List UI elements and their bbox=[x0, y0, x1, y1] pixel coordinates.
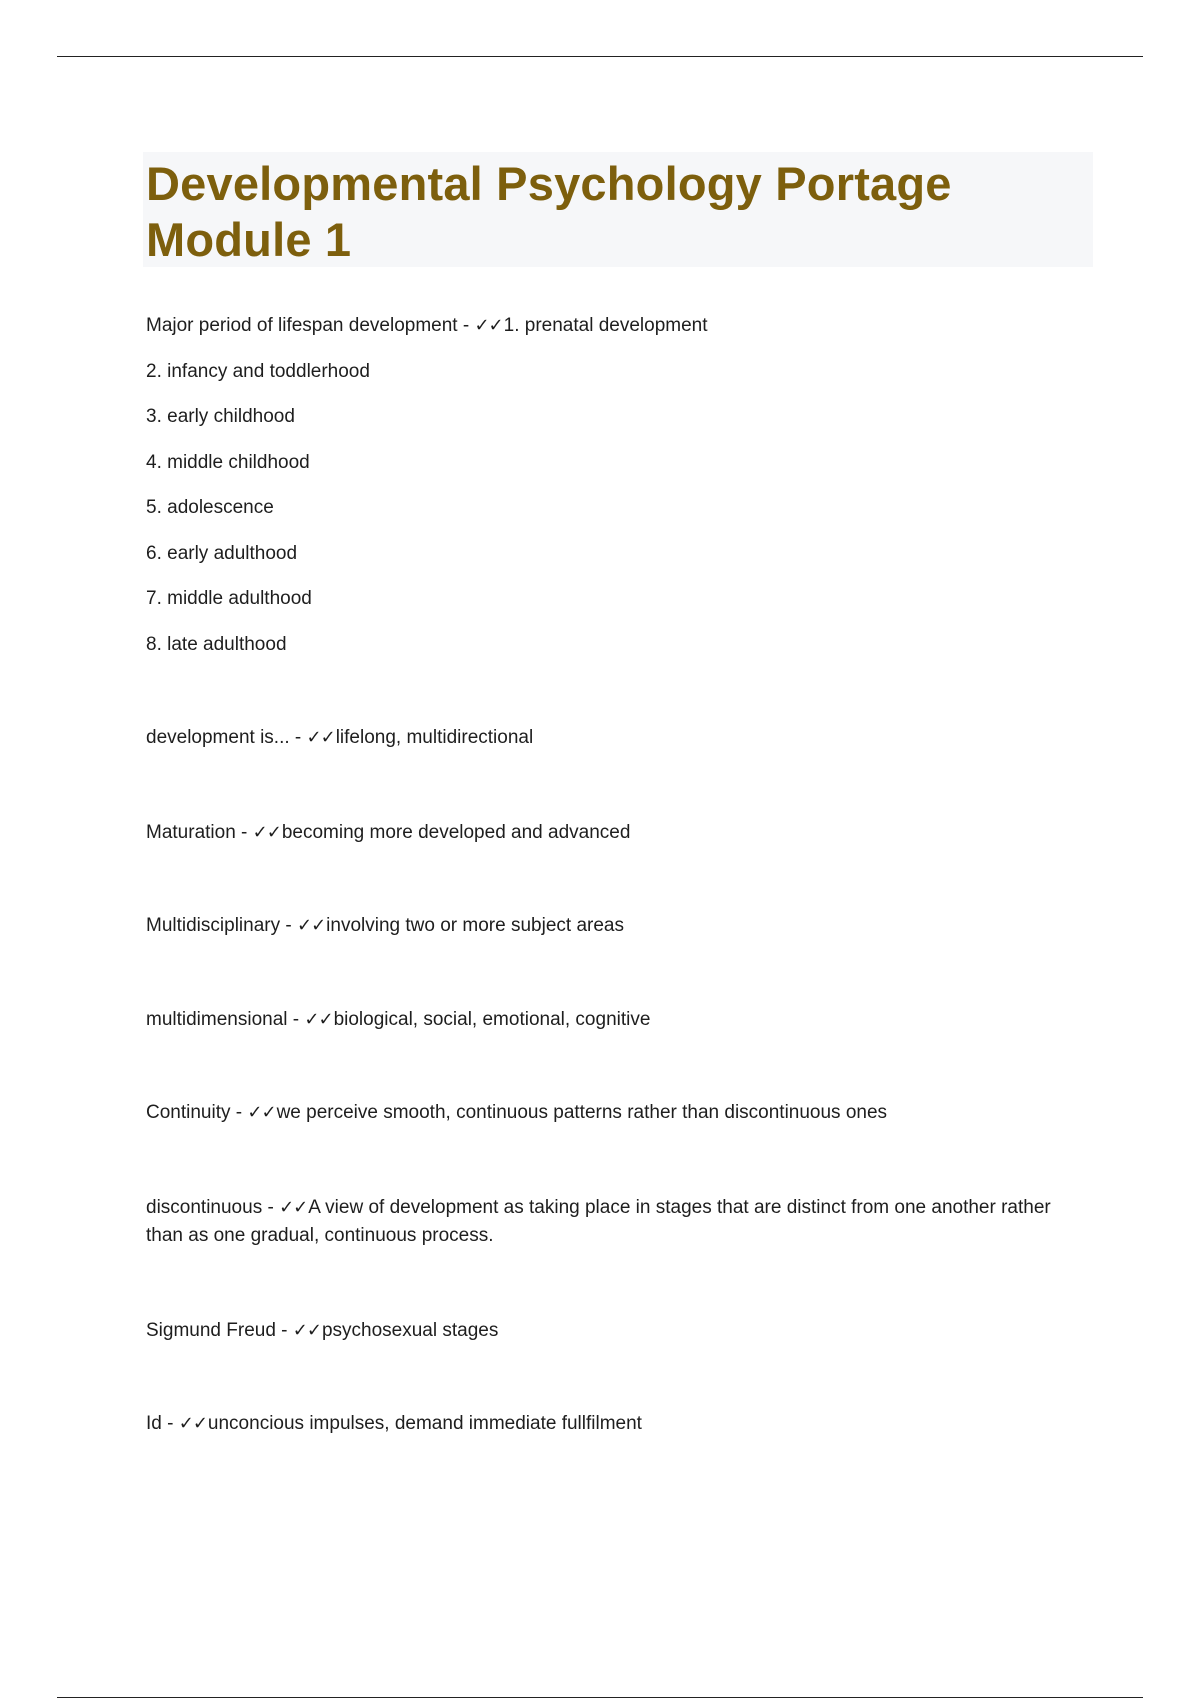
double-check-icon: ✓✓ bbox=[304, 1009, 333, 1030]
card-term: Multidisciplinary bbox=[146, 915, 281, 936]
bottom-rule bbox=[57, 1697, 1143, 1698]
card-multidimensional bbox=[146, 1006, 1096, 1034]
card-id bbox=[146, 1410, 1096, 1438]
card-definition: A view of development as taking place in stages that are distinct from one another rather than as one gradual, continuous process. bbox=[146, 1197, 1051, 1246]
separator: - bbox=[235, 822, 253, 843]
double-check-icon: ✓✓ bbox=[279, 1197, 308, 1218]
lifespan-list-item: 8. late adulthood bbox=[146, 634, 287, 655]
top-rule bbox=[57, 56, 1143, 57]
card-term: discontinuous bbox=[146, 1197, 263, 1218]
card-definition: we perceive smooth, continuous patterns rather than discontinuous ones bbox=[276, 1102, 888, 1123]
card-term: Major period of lifespan development bbox=[146, 315, 458, 336]
card-term: development is... bbox=[146, 727, 290, 748]
lifespan-list-item: 3. early childhood bbox=[146, 406, 295, 427]
card-development-is bbox=[146, 724, 1096, 752]
card-term: Sigmund Freud bbox=[146, 1320, 276, 1341]
card-maturation bbox=[146, 819, 1096, 847]
card-definition: becoming more developed and advanced bbox=[281, 822, 631, 843]
double-check-icon: ✓✓ bbox=[247, 1102, 276, 1123]
separator: - bbox=[289, 727, 307, 748]
card-term: Continuity bbox=[146, 1102, 231, 1123]
card-multidisciplinary bbox=[146, 912, 1096, 940]
card-discontinuous bbox=[146, 1194, 1066, 1250]
double-check-icon: ✓✓ bbox=[178, 1413, 207, 1434]
separator: - bbox=[262, 1197, 280, 1218]
double-check-icon: ✓✓ bbox=[292, 1320, 321, 1341]
double-check-icon: ✓✓ bbox=[474, 315, 503, 336]
double-check-icon: ✓✓ bbox=[306, 727, 335, 748]
card-major-period bbox=[146, 312, 1096, 340]
double-check-icon: ✓✓ bbox=[252, 822, 281, 843]
card-term: Id bbox=[146, 1413, 162, 1434]
card-definition: lifelong, multidirectional bbox=[335, 727, 534, 748]
separator: - bbox=[457, 315, 475, 336]
card-definition: biological, social, emotional, cognitive bbox=[333, 1009, 651, 1030]
lifespan-list-item: 4. middle childhood bbox=[146, 452, 310, 473]
card-definition: unconcious impulses, demand immediate fullfilment bbox=[207, 1413, 642, 1434]
card-term: multidimensional bbox=[146, 1009, 288, 1030]
card-definition: psychosexual stages bbox=[321, 1320, 499, 1341]
double-check-icon: ✓✓ bbox=[297, 915, 326, 936]
document-title: Developmental Psychology Portage Module 1 bbox=[146, 157, 952, 266]
separator: - bbox=[287, 1009, 305, 1030]
card-definition: involving two or more subject areas bbox=[326, 915, 624, 936]
separator: - bbox=[280, 915, 297, 936]
card-continuity bbox=[146, 1099, 1096, 1127]
lifespan-list-item: 6. early adulthood bbox=[146, 543, 298, 564]
card-sigmund-freud bbox=[146, 1317, 1096, 1345]
separator: - bbox=[161, 1413, 179, 1434]
lifespan-list-item: 7. middle adulthood bbox=[146, 588, 312, 609]
title-block bbox=[143, 152, 1093, 267]
card-term: Maturation bbox=[146, 822, 236, 843]
lifespan-list-item: 2. infancy and toddlerhood bbox=[146, 361, 370, 382]
card-definition: 1. prenatal development bbox=[503, 315, 708, 336]
separator: - bbox=[230, 1102, 248, 1123]
separator: - bbox=[275, 1320, 293, 1341]
lifespan-list-item: 5. adolescence bbox=[146, 497, 274, 518]
